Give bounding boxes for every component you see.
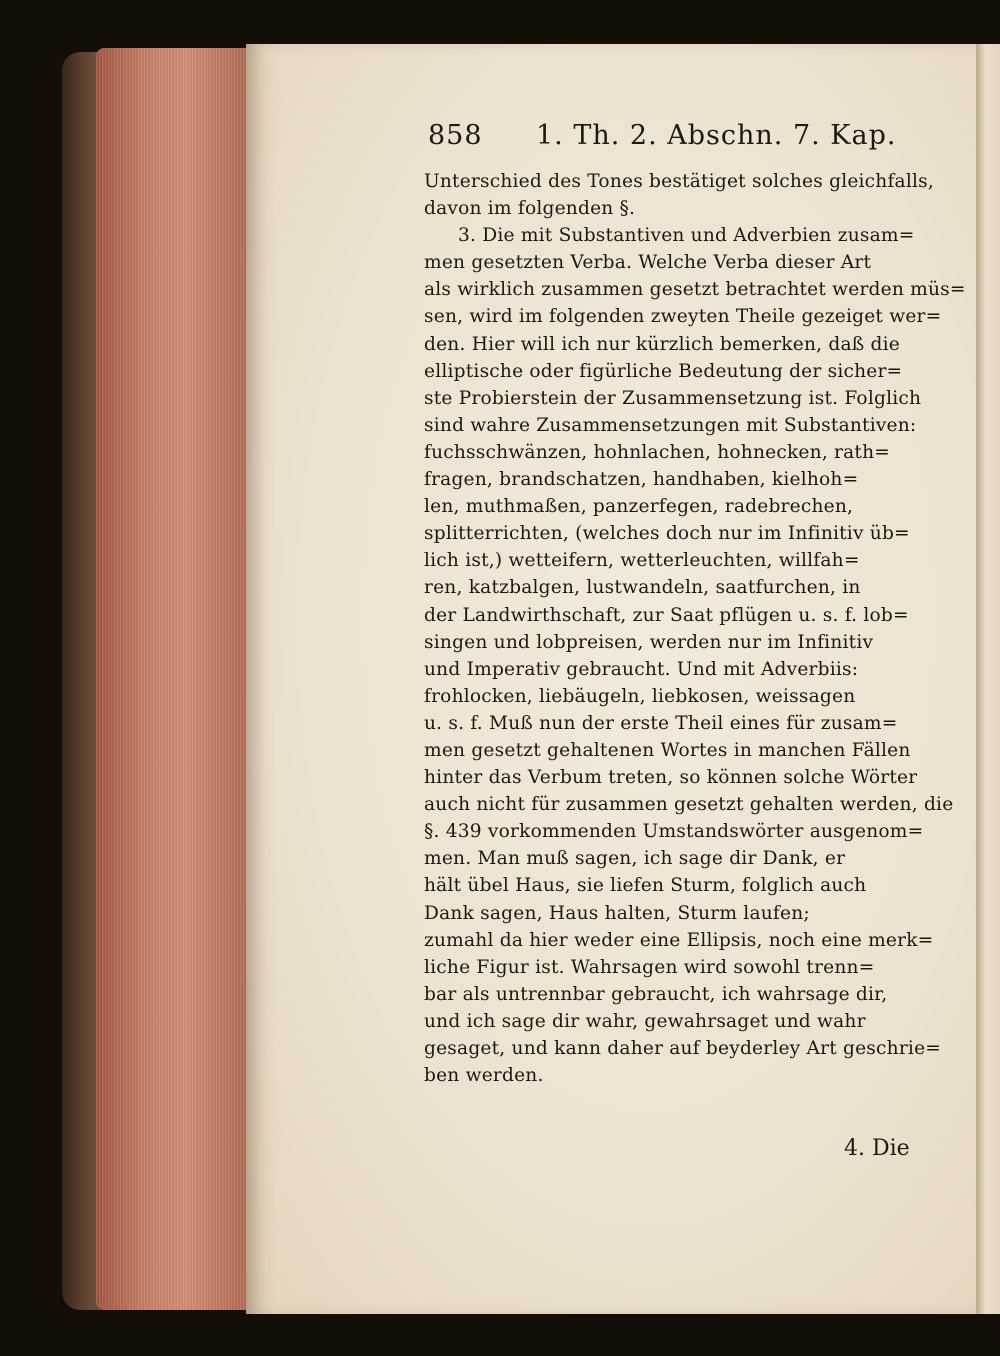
text-line: als wirklich zusammen gesetzt betrachtet werden müs= <box>424 279 966 301</box>
text-line: sind wahre Zusammensetzungen mit Substantiven: <box>424 414 917 436</box>
text-line: hält übel Haus, sie liefen Sturm, folglich auch <box>424 875 867 897</box>
text-line: frohlocken, liebäugeln, liebkosen, weissagen <box>424 685 856 707</box>
text-line: elliptische oder figürliche Bedeutung der sicher= <box>424 360 903 382</box>
text-line: men gesetzt gehaltenen Wortes in manchen Fällen <box>424 739 911 761</box>
text-line: den. Hier will ich nur kürzlich bemerken, daß die <box>424 333 900 355</box>
body-text <box>424 168 966 1089</box>
text-line: und Imperativ gebraucht. Und mit Adverbiis: <box>424 658 859 680</box>
text-line: hinter das Verbum treten, so können solche Wörter <box>424 767 918 789</box>
text-line: u. s. f. Muß nun der erste Theil eines für zusam= <box>424 712 898 734</box>
text-line: ben werden. <box>424 1065 544 1087</box>
text-line: zumahl da hier weder eine Ellipsis, noch eine merk= <box>424 929 934 951</box>
text-line: Dank sagen, Haus halten, Sturm laufen; <box>424 902 810 924</box>
text-line: und ich sage dir wahr, gewahrsaget und wahr <box>424 1010 866 1032</box>
text-line: fragen, brandschatzen, handhaben, kielhoh= <box>424 469 859 491</box>
page-number: 858 <box>428 120 483 151</box>
text-line: auch nicht für zusammen gesetzt gehalten werden, die <box>424 794 954 816</box>
text-line: ste Probierstein der Zusammensetzung ist. Folglich <box>424 387 922 409</box>
text-line: der Landwirthschaft, zur Saat pflügen u. s. f. lob= <box>424 604 909 626</box>
text-line: splitterrichten, (welches doch nur im Infinitiv üb= <box>424 523 910 545</box>
text-line: 3. Die mit Substantiven und Adverbien zusam= <box>458 225 915 247</box>
text-line: fuchsschwänzen, hohnlachen, hohnecken, rath= <box>424 441 891 463</box>
text-line: ren, katzbalgen, lustwandeln, saatfurchen, in <box>424 577 861 599</box>
text-line: gesaget, und kann daher auf beyderley Art geschrie= <box>424 1038 942 1059</box>
page-block-edges <box>96 48 246 1310</box>
text-line: men. Man muß sagen, ich sage dir Dank, er <box>424 848 846 870</box>
text-line: §. 439 vorkommenden Umstandswörter ausgenom= <box>424 821 924 843</box>
catchword: 4. Die <box>844 1136 910 1161</box>
text-line: davon im folgenden §. <box>424 198 636 220</box>
text-line: bar als untrennbar gebraucht, ich wahrsage dir, <box>424 983 888 1005</box>
text-line: len, muthmaßen, panzerfegen, radebrechen, <box>424 496 854 518</box>
running-head: 1. Th. 2. Abschn. 7. Kap. <box>536 120 897 151</box>
text-line: Unterschied des Tones bestätiget solches gleichfalls, <box>424 171 934 192</box>
text-line: lich ist,) wetteifern, wetterleuchten, willfah= <box>424 550 860 572</box>
text-line: liche Figur ist. Wahrsagen wird sowohl trenn= <box>424 956 875 978</box>
text-line: singen und lobpreisen, werden nur im Infinitiv <box>424 631 874 653</box>
facing-page-edge <box>976 44 1000 1314</box>
page-header <box>428 120 897 164</box>
text-line: sen, wird im folgenden zweyten Theile gezeiget wer= <box>424 306 942 328</box>
text-line: men gesetzten Verba. Welche Verba dieser Art <box>424 252 872 274</box>
